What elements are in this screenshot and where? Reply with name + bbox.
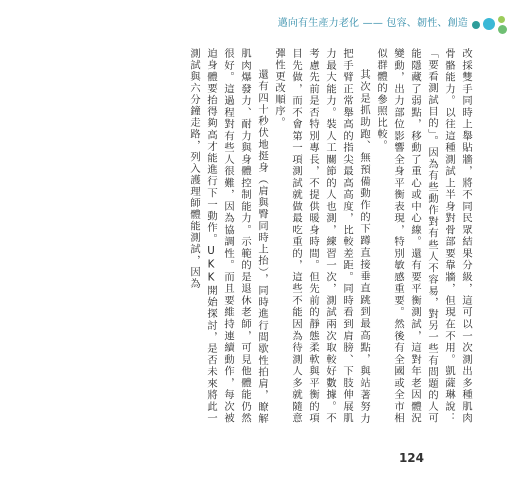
body-paragraph: 其次是抓助跑、無預備動作的下蹲直接垂直跳到最高點，與站著努力把手臂正常舉高的指尖最高高度，比較差距。同時看到肩膀、下肢伸展肌力最大能力。裝人工關節的人也測，練習一次，測試兩次取較好數據。不考慮先前是否特別專長，不提供暖身時間。但先前的靜態柔軟與平衡的項目先做，而不會第一項測試就做最吃重的，這些不能因為待測人多就隨意彈性更改順序。 — [273, 48, 370, 424]
dot-icon — [472, 21, 480, 29]
running-header-title: 邁向有生產力老化 —— 包容、韌性、創造 — [277, 18, 468, 29]
dot-icon — [498, 16, 505, 23]
body-paragraph: 改採雙手同時上舉貼牆，將不同民眾結果分級，這可以一次測出多種肌肉骨骼能力。以往這種測試上半身對骨部要靠牆，但現在不用。凱薩琳說：「要看測試目的」。因為有些動作對有些人不容易，對另一些有問題的人可能隱藏了弱點，移動了重心或中心線。還有要平衡測試，這對年老因體況變動，出力部位影響全身平衡表現，特別敏感重要。然後有全國或全市相似群體的參照比較。 — [375, 48, 472, 424]
dot-icon — [483, 18, 495, 30]
vertical-text-body — [100, 48, 474, 424]
dot-icon — [498, 25, 507, 34]
decorative-dots — [470, 15, 515, 35]
body-paragraph: 還有四十秒伏地挺身（肩與臀同時上抬），同時進行間歇性拍肩，瞭解肌肉爆發力、耐力與身體控制能力。示範的是退休老師，可見他體能仍然很好。這過程對有些人很難，因為協調性。而且要維持連續動作，每次被迫身體要抬得夠高才能進行下一動作。UKK開始探討，是否未來將此一測試與六分鐘走路，列入護理師體能測試，因為 — [188, 48, 268, 424]
page-number: 124 — [398, 451, 424, 465]
